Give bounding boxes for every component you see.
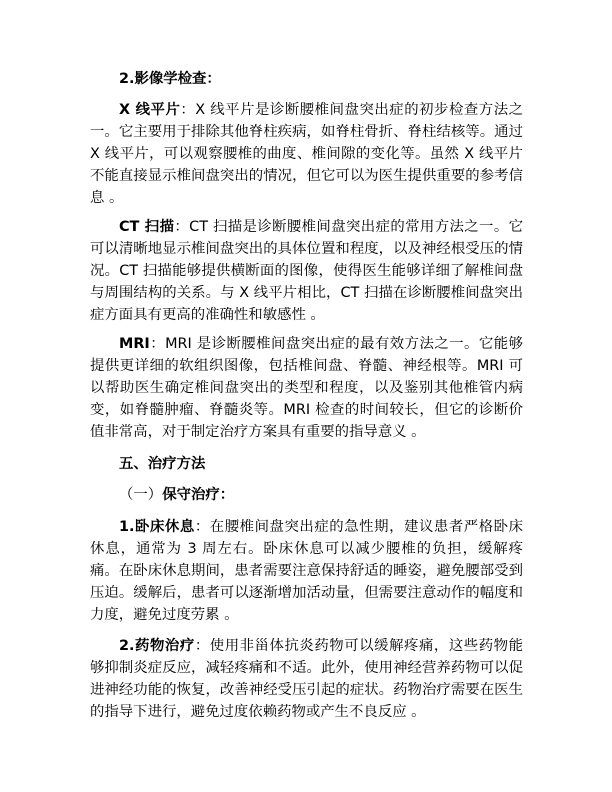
xray-text: ：X 线平片是诊断腰椎间盘突出症的初步检查方法之一。它主要用于排除其他脊柱疾病，如脊柱骨折、脊柱结核等。通过 X 线平片，可以观察腰椎的曲度、椎间隙的变化等。虽然 X 线平片不能直接显示椎间盘突出的情况，但它可以为医生提供重要的参考信息 。 xyxy=(90,102,524,206)
xray-paragraph xyxy=(90,99,523,209)
imaging-heading: 2.影像学检查： xyxy=(119,71,221,87)
ct-paragraph xyxy=(90,216,523,326)
mri-paragraph xyxy=(90,333,523,443)
bedrest-term: 1.卧床休息 xyxy=(119,519,195,535)
drug-paragraph xyxy=(90,635,523,723)
mri-text: ：MRI 是诊断腰椎间盘突出症的最有效方法之一。它能够提供更详细的软组织图像，包括椎间盘、脊髓、神经根等。MRI 可以帮助医生确定椎间盘突出的类型和程度，以及鉴别其他椎管内病变，如脊髓肿瘤、脊髓炎等。MRI 检查的时间较长，但它的诊断价值非常高，对于制定治疗方案具有重要的指导意义 。 xyxy=(90,336,523,440)
ct-term: CT 扫描 xyxy=(119,219,175,235)
drug-text: ：使用非甾体抗炎药物可以缓解疼痛，这些药物能够抑制炎症反应，减轻疼痛和不适。此外，使用神经营养药物可以促进神经功能的恢复，改善神经受压引起的症状。药物治疗需要在医生的指导下进行，避免过度依赖药物或产生不良反应 。 xyxy=(90,638,523,720)
conservative-prefix: （一） xyxy=(119,487,163,503)
treatment-heading: 五、治疗方法 xyxy=(119,456,206,472)
bedrest-paragraph xyxy=(90,516,523,626)
conservative-heading xyxy=(90,484,523,506)
drug-term: 2.药物治疗 xyxy=(119,638,195,654)
mri-term: MRI xyxy=(119,336,150,352)
ct-text: ：CT 扫描是诊断腰椎间盘突出症的常用方法之一。它可以清晰地显示椎间盘突出的具体位置和程度，以及神经根受压的情况。CT 扫描能够提供横断面的图像，使得医生能够详细了解椎间盘与周围结构的关系。与 X 线平片相比，CT 扫描在诊断腰椎间盘突出症方面具有更高的准确性和敏感性 。 xyxy=(90,219,524,323)
xray-term: X 线平片 xyxy=(119,102,181,118)
bedrest-text: ：在腰椎间盘突出症的急性期，建议患者严格卧床休息，通常为 3 周左右。卧床休息可以减少腰椎的负担，缓解疼痛。在卧床休息期间，患者需要注意保持舒适的睡姿，避免腰部受到压迫。缓解后，患者可以逐渐增加活动量，但需要注意动作的幅度和力度，避免过度劳累 。 xyxy=(90,519,523,623)
page-content xyxy=(90,68,523,723)
conservative-title: 保守治疗： xyxy=(162,487,235,503)
